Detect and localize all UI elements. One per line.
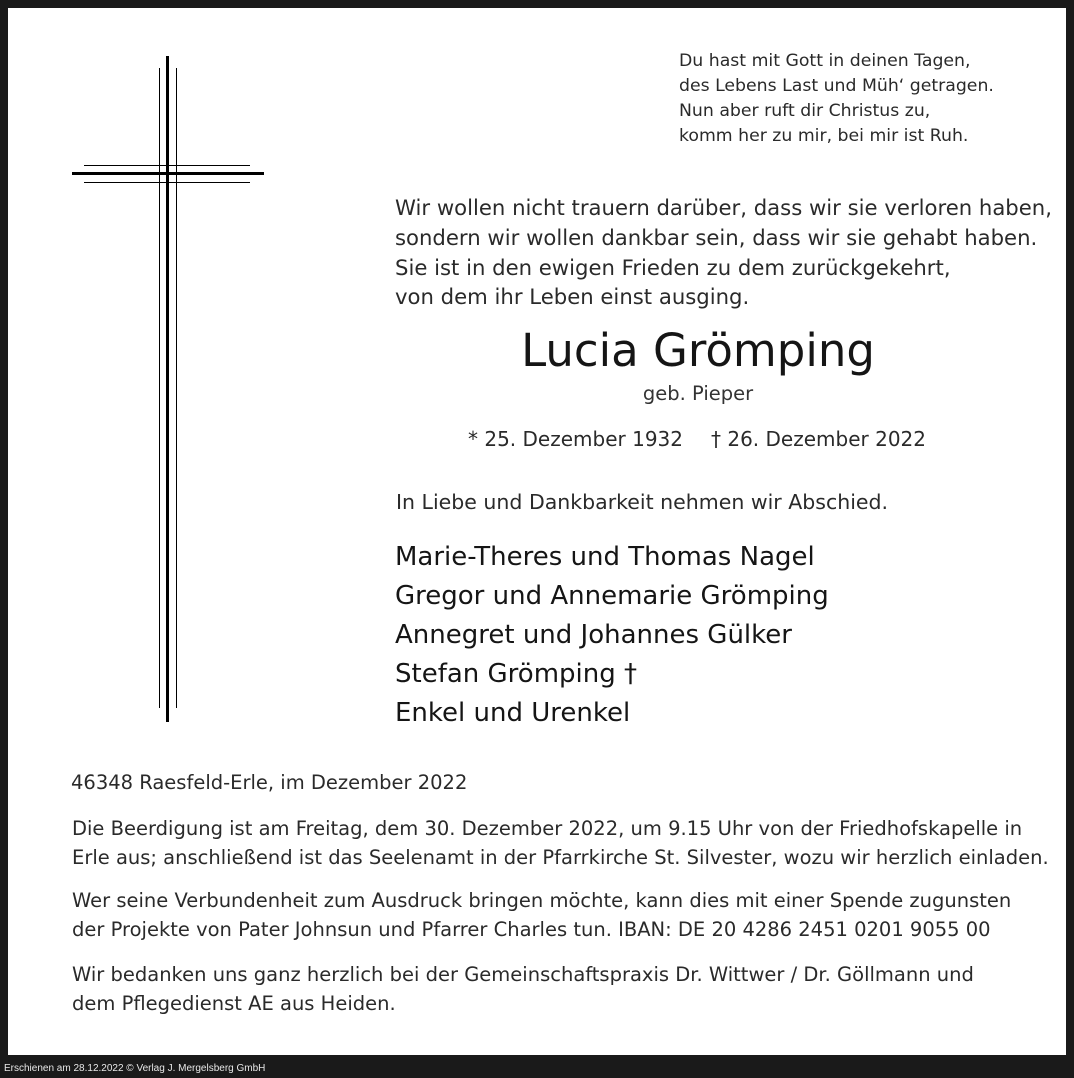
poem-line: Nun aber ruft dir Christus zu,	[679, 101, 931, 121]
mourners-list	[395, 538, 1035, 733]
quote	[395, 193, 1055, 312]
mourner-name: Gregor und Annemarie Grömping	[395, 581, 829, 611]
mourner-name: Annegret und Johannes Gülker	[395, 620, 792, 650]
funeral-line: Die Beerdigung ist am Freitag, dem 30. Dezember 2022, um 9.15 Uhr von der Friedhofskapelle in	[72, 817, 1023, 840]
quote-line: Sie ist in den ewigen Frieden zu dem zurückgekehrt,	[395, 254, 951, 280]
quote-line: Wir wollen nicht trauern darüber, dass wir sie verloren haben,	[395, 195, 1052, 220]
funeral-paragraph	[72, 815, 1052, 872]
poem-line: komm her zu mir, bei mir ist Ruh.	[679, 126, 969, 146]
farewell-text: In Liebe und Dankbarkeit nehmen wir Abschied.	[396, 490, 889, 514]
poem	[679, 49, 1059, 149]
birth-date: * 25. Dezember 1932	[468, 427, 683, 451]
death-date: † 26. Dezember 2022	[711, 427, 926, 451]
donation-line: der Projekte von Pater Johnsun und Pfarrer Charles tun. IBAN: DE 20 4286 2451 0201 9055 00	[72, 917, 991, 941]
quote-line: sondern wir wollen dankbar sein, dass wir sie gehabt haben.	[395, 224, 1038, 250]
publication-footer: Erschienen am 28.12.2022 © Verlag J. Mergelsberg GmbH	[4, 1063, 266, 1074]
donation-line: Wer seine Verbundenheit zum Ausdruck bringen möchte, kann dies mit einer Spende zugunsten	[72, 889, 1012, 912]
poem-line: des Lebens Last und Müh‘ getragen.	[679, 76, 994, 96]
thanks-paragraph	[72, 961, 1052, 1018]
mourner-name: Marie-Theres und Thomas Nagel	[395, 542, 815, 572]
mourner-name: Stefan Grömping †	[395, 659, 637, 689]
quote-line: von dem ihr Leben einst ausging.	[395, 284, 750, 310]
place-date: 46348 Raesfeld-Erle, im Dezember 2022	[71, 771, 468, 794]
donation-paragraph	[72, 887, 1052, 944]
birth-name: geb. Pieper	[642, 382, 754, 405]
deceased-name: Lucia Grömping	[521, 324, 875, 377]
mourner-name: Enkel und Urenkel	[395, 698, 631, 728]
thanks-line: Wir bedanken uns ganz herzlich bei der Gemeinschaftspraxis Dr. Wittwer / Dr. Göllmann und	[72, 963, 974, 986]
funeral-line: Erle aus; anschließend ist das Seelenamt in der Pfarrkirche St. Silvester, wozu wir herzlich einladen.	[72, 845, 1049, 869]
life-dates	[468, 425, 1028, 453]
thanks-line: dem Pflegedienst AE aus Heiden.	[72, 991, 396, 1015]
poem-line: Du hast mit Gott in deinen Tagen,	[679, 51, 971, 71]
